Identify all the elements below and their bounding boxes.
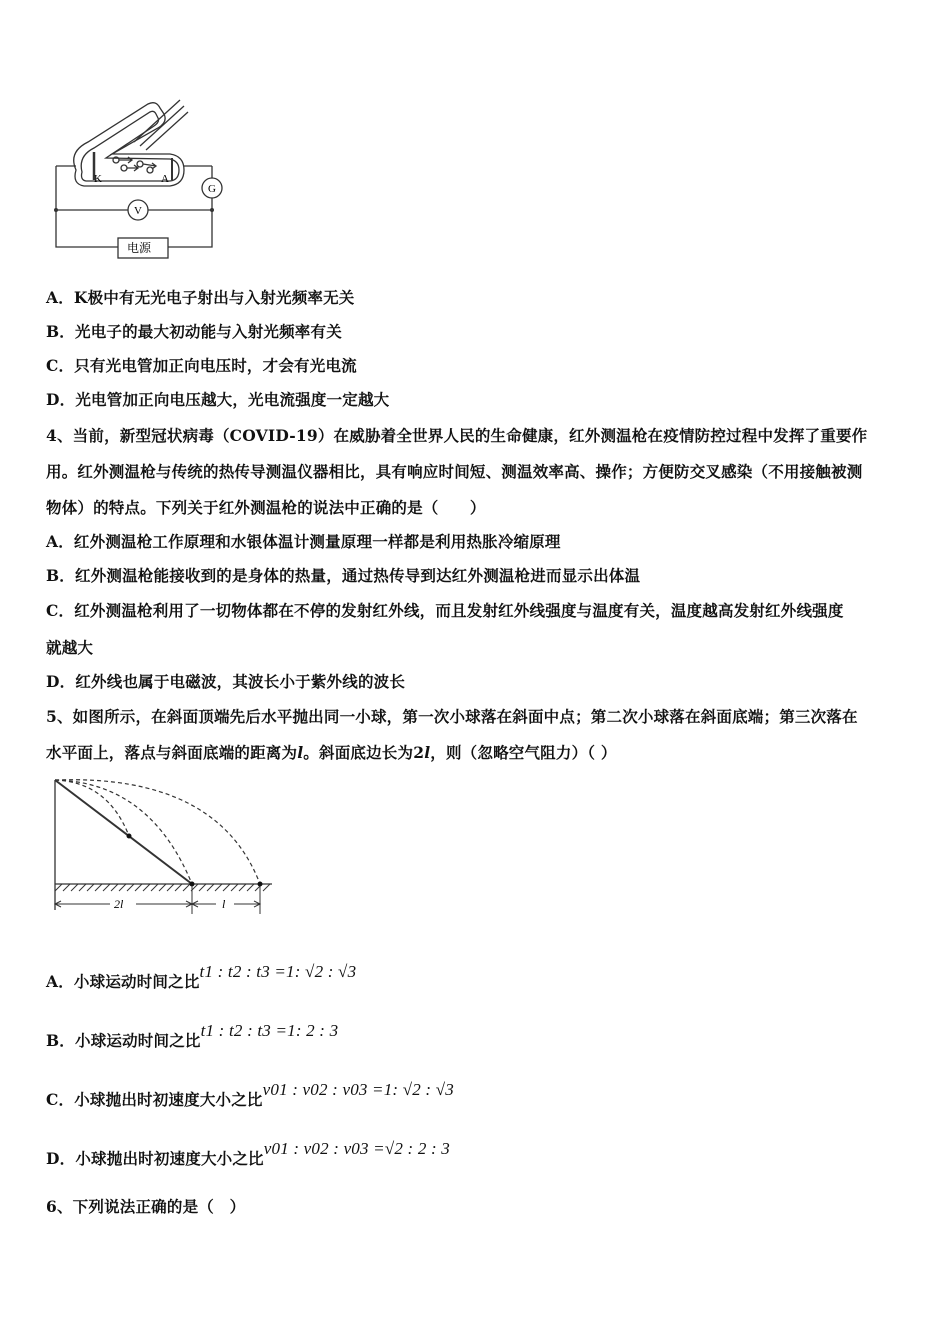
q5-stem-text-a: 水平面上，落点与斜面底端的距离为	[46, 743, 298, 762]
q5-option-d-text: D．小球抛出时初速度大小之比	[46, 1149, 264, 1168]
label-l: l	[222, 897, 226, 911]
q4-option-a: A．红外测温枪工作原理和水银体温计测量原理一样都是利用热胀冷缩原理	[46, 532, 561, 551]
q5-var-l: l	[297, 743, 304, 762]
q5-var-l-2: l	[424, 743, 431, 762]
q5-option-a-formula: t1 : t2 : t3 =1: √2 : √3	[199, 962, 357, 981]
label-2l: 2l	[114, 897, 124, 911]
q5-option-b-text: B．小球运动时间之比	[46, 1031, 201, 1050]
q5-option-c	[46, 1080, 454, 1110]
q4-option-d: D．红外线也属于电磁波，其波长小于紫外线的波长	[46, 672, 406, 691]
q5-option-d-formula: v01 : v02 : v03 =√2 : 2 : 3	[263, 1139, 450, 1158]
q5-option-a-text: A．小球运动时间之比	[46, 972, 200, 991]
q5-stem-line2	[46, 741, 617, 763]
q6-stem: 6、下列说法正确的是（ ）	[46, 1197, 246, 1216]
q5-stem-text-c: ，则（忽略空气阻力）（ ）	[430, 743, 617, 762]
q5-option-c-formula: v01 : v02 : v03 =1: √2 : √3	[262, 1080, 454, 1099]
label-v: V	[134, 205, 142, 217]
q4-option-c-line2: 就越大	[46, 638, 94, 657]
label-power-source: 电源	[127, 241, 152, 255]
q5-option-b-formula: t1 : t2 : t3 =1: 2 : 3	[200, 1021, 339, 1040]
q5-stem-line1: 5、如图所示，在斜面顶端先后水平抛出同一小球，第一次小球落在斜面中点；第二次小球落在斜面底端；第三次落在	[46, 707, 858, 726]
photoelectric-circuit-figure	[44, 92, 244, 267]
q5-option-a	[46, 962, 357, 992]
q4-option-c-line1: C．红外测温枪利用了一切物体都在不停的发射红外线，而且发射红外线强度与温度有关，温度越高发射红外线强度	[46, 601, 844, 620]
q3-option-b: B．光电子的最大初动能与入射光频率有关	[46, 322, 342, 341]
q4-stem-line2: 用。红外测温枪与传统的热传导测温仪器相比，具有响应时间短、测温效率高、操作；方便防交叉感染（不用接触被测	[46, 462, 863, 481]
q4-stem-line3: 物体）的特点。下列关于红外测温枪的说法中正确的是（ ）	[46, 498, 486, 517]
q5-option-d	[46, 1139, 450, 1169]
q3-option-d: D．光电管加正向电压越大，光电流强度一定越大	[46, 390, 390, 409]
q5-option-c-text: C．小球抛出时初速度大小之比	[46, 1090, 263, 1109]
label-a: A	[161, 173, 169, 185]
q3-option-c: C．只有光电管加正向电压时，才会有光电流	[46, 356, 357, 375]
q3-option-a: A．K极中有无光电子射出与入射光频率无关	[46, 288, 355, 307]
q5-option-b	[46, 1021, 339, 1051]
label-k: K	[94, 173, 102, 185]
q4-stem-line1: 4、当前，新型冠状病毒（COVID-19）在威胁着全世界人民的生命健康，红外测温枪在疫情防控过程中发挥了重要作	[46, 426, 868, 445]
q5-stem-text-b: 。斜面底边长为2	[303, 743, 425, 762]
projectile-incline-figure	[50, 774, 280, 920]
label-g: G	[208, 183, 216, 195]
q4-option-b: B．红外测温枪能接收到的是身体的热量，通过热传导到达红外测温枪进而显示出体温	[46, 566, 641, 585]
